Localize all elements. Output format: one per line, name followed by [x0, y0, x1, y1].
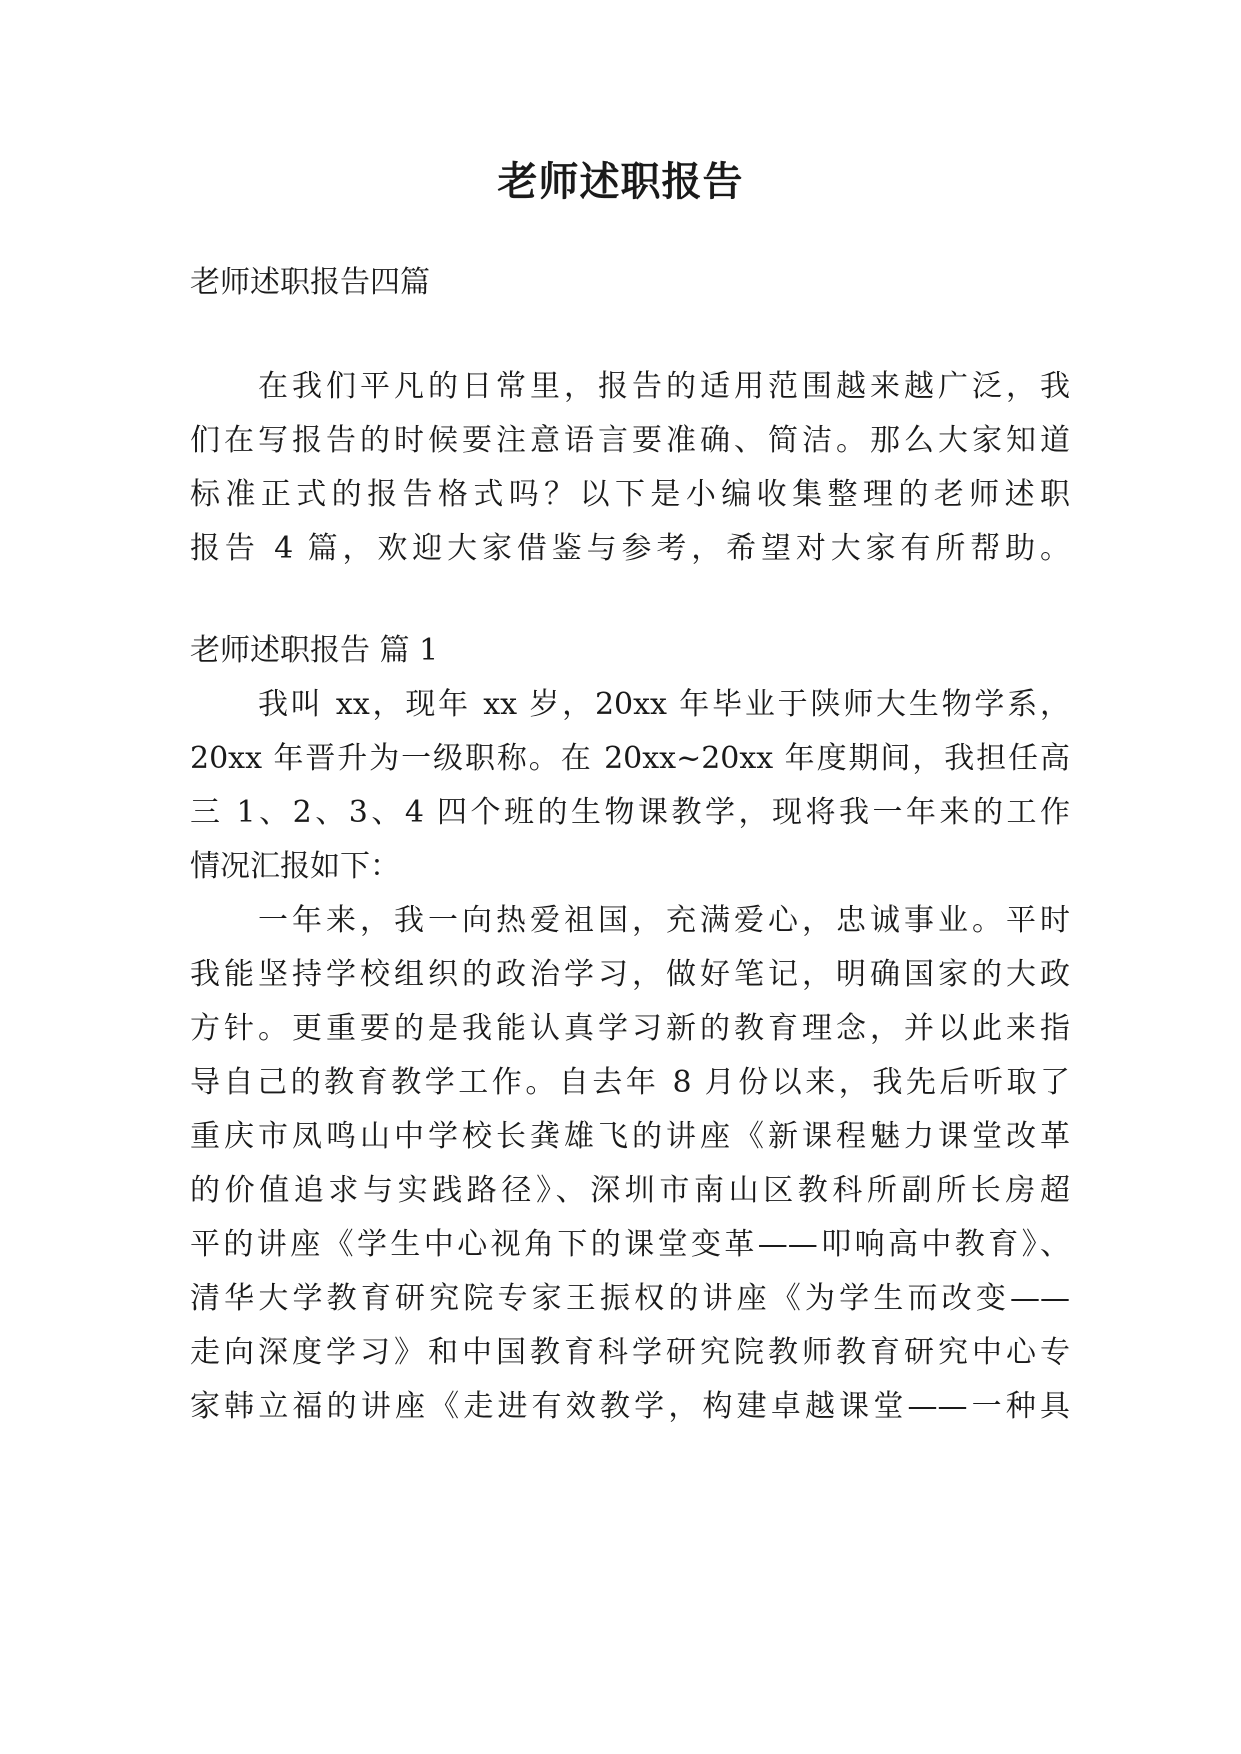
section-heading: 老师述职报告 篇 1 — [190, 633, 439, 668]
section-line: 重庆市凤鸣山中学校长龚雄飞的讲座《新课程魅力课堂改革 — [190, 1119, 1070, 1154]
document-title: 老师述职报告 — [497, 158, 744, 205]
section-line: 的价值追求与实践路径》、深圳市南山区教科所副所长房超 — [190, 1173, 1070, 1208]
section-line: 一年来，我一向热爱祖国，充满爱心，忠诚事业。平时 — [258, 903, 1070, 938]
intro-line: 报告 4 篇，欢迎大家借鉴与参考，希望对大家有所帮助。 — [190, 531, 1070, 566]
intro-line: 标准正式的报告格式吗？以下是小编收集整理的老师述职 — [190, 477, 1070, 512]
section-line: 走向深度学习》和中国教育科学研究院教师教育研究中心专 — [190, 1335, 1070, 1370]
section-line: 方针。更重要的是我能认真学习新的教育理念，并以此来指 — [190, 1011, 1070, 1046]
section-line: 20xx 年晋升为一级职称。在 20xx~20xx 年度期间，我担任高 — [190, 741, 1070, 776]
section-line: 三 1、2、3、4 四个班的生物课教学，现将我一年来的工作 — [190, 795, 1070, 830]
section-line: 导自己的教育教学工作。自去年 8 月份以来，我先后听取了 — [190, 1065, 1070, 1100]
document-subtitle: 老师述职报告四篇 — [190, 265, 430, 300]
intro-line: 们在写报告的时候要注意语言要准确、简洁。那么大家知道 — [190, 423, 1070, 458]
section-line: 平的讲座《学生中心视角下的课堂变革——叩响高中教育》、 — [190, 1227, 1070, 1262]
section-line: 清华大学教育研究院专家王振权的讲座《为学生而改变—— — [190, 1281, 1070, 1316]
section-line: 我能坚持学校组织的政治学习，做好笔记，明确国家的大政 — [190, 957, 1070, 992]
section-line: 家韩立福的讲座《走进有效教学，构建卓越课堂——一种具 — [190, 1389, 1070, 1424]
section-line: 我叫 xx，现年 xx 岁，20xx 年毕业于陕师大生物学系， — [258, 687, 1070, 722]
section-line: 情况汇报如下： — [190, 849, 400, 884]
intro-line: 在我们平凡的日常里，报告的适用范围越来越广泛，我 — [258, 369, 1070, 404]
